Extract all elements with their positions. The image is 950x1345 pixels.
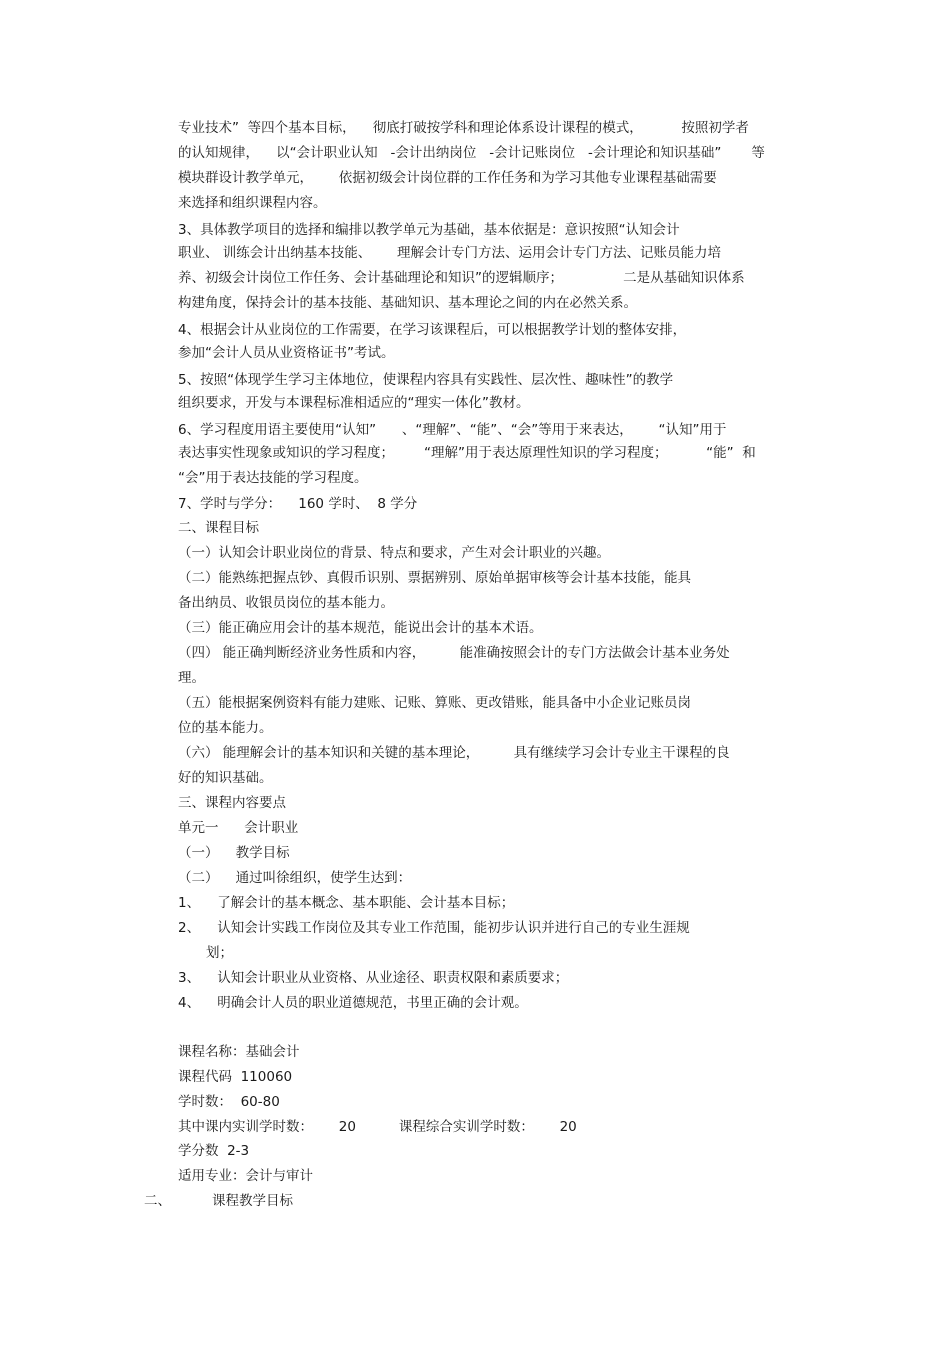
text-line: （一） 教学目标 [178,845,290,861]
text-line: 6、学习程度用语主要使用“认知” 、“理解”、“能”、“会”等用于来表达， “认知”用于 [178,422,727,438]
text-line: 5、按照“体现学生学习主体地位，使课程内容具有实践性、层次性、趣味性”的教学 [178,372,674,388]
text-line: （五）能根据案例资料有能力建账、记账、算账、更改错账，能具备中小企业记账员岗 [178,695,691,711]
list-item: 1、 了解会计的基本概念、基本职能、会计基本目标； [178,895,515,911]
course-name: 课程名称：基础会计 [178,1044,300,1060]
text-line: “会”用于表达技能的学习程度。 [178,470,368,486]
section-heading: 三、课程内容要点 [178,795,286,811]
text-line: 4、根据会计从业岗位的工作需要，在学习该课程后，可以根据教学计划的整体安排， [178,322,687,338]
list-item: 2、 认知会计实践工作岗位及其专业工作范围，能初步认识并进行自己的专业生涯规 [178,920,690,936]
text-line: 备出纳员、收银员岗位的基本能力。 [178,595,394,611]
text-line: 的认知规律， 以“会计职业认知 -会计出纳岗位 -会计记账岗位 -会计理论和知识基础” 等 [178,145,765,161]
text-line: 位的基本能力。 [178,720,273,736]
text-line: 养、初级会计岗位工作任务、会计基础理论和知识”的逻辑顺序； 二是从基础知识体系 [178,270,745,286]
text-line: 参加“会计人员从业资格证书”考试。 [178,345,395,361]
text-line: 7、学时与学分： 160 学时、 8 学分 [178,496,418,512]
text-line: 专业技术” 等四个基本目标， 彻底打破按学科和理论体系设计课程的模式， 按照初学者 [178,120,749,136]
course-credits: 学分数 2-3 [178,1143,250,1159]
section-heading: 课程教学目标 [212,1193,293,1209]
course-hours: 学时数： 60-80 [178,1094,280,1110]
text-line: 来选择和组织课程内容。 [178,195,327,211]
text-line: 组织要求，开发与本课程标准相适应的“理实一体化”教材。 [178,395,530,411]
text-line: 模块群设计教学单元， 依据初级会计岗位群的工作任务和为学习其他专业课程基础需要 [178,170,717,186]
text-line: （二）能熟练把握点钞、真假币识别、票据辨别、原始单据审核等会计基本技能，能具 [178,570,691,586]
text-line: （二） 通过叫徐组织，使学生达到： [178,870,412,886]
section-number: 二、 [144,1193,171,1209]
text-line: （三）能正确应用会计的基本规范，能说出会计的基本术语。 [178,620,543,636]
text-line: 划； [206,945,233,961]
text-line: 单元一 会计职业 [178,820,299,836]
text-line: （四） 能正确判断经济业务性质和内容， 能准确按照会计的专门方法做会计基本业务处 [178,645,730,661]
text-line: 职业、 训练会计出纳基本技能、 理解会计专门方法、运用会计专门方法、记账员能力培 [178,245,722,261]
list-item: 4、 明确会计人员的职业道德规范，书里正确的会计观。 [178,995,528,1011]
applicable-major: 适用专业：会计与审计 [178,1168,313,1184]
text-line: 理。 [178,670,205,686]
section-heading: 二、课程目标 [178,520,259,536]
text-line: 表达事实性现象或知识的学习程度； “理解”用于表达原理性知识的学习程度； “能” 和 [178,445,756,461]
text-line: 好的知识基础。 [178,770,273,786]
text-line: （一）认知会计职业岗位的背景、特点和要求，产生对会计职业的兴趣。 [178,545,610,561]
training-hours: 其中课内实训学时数： 20 课程综合实训学时数： 20 [178,1119,577,1135]
text-line: （六） 能理解会计的基本知识和关键的基本理论， 具有继续学习会计专业主干课程的良 [178,745,730,761]
text-line: 3、具体教学项目的选择和编排以教学单元为基础，基本依据是：意识按照“认知会计 [178,222,680,238]
text-line: 构建角度，保持会计的基本技能、基础知识、基本理论之间的内在必然关系。 [178,295,637,311]
course-code: 课程代码 110060 [178,1069,293,1085]
list-item: 3、 认知会计职业从业资格、从业途径、职责权限和素质要求； [178,970,569,986]
